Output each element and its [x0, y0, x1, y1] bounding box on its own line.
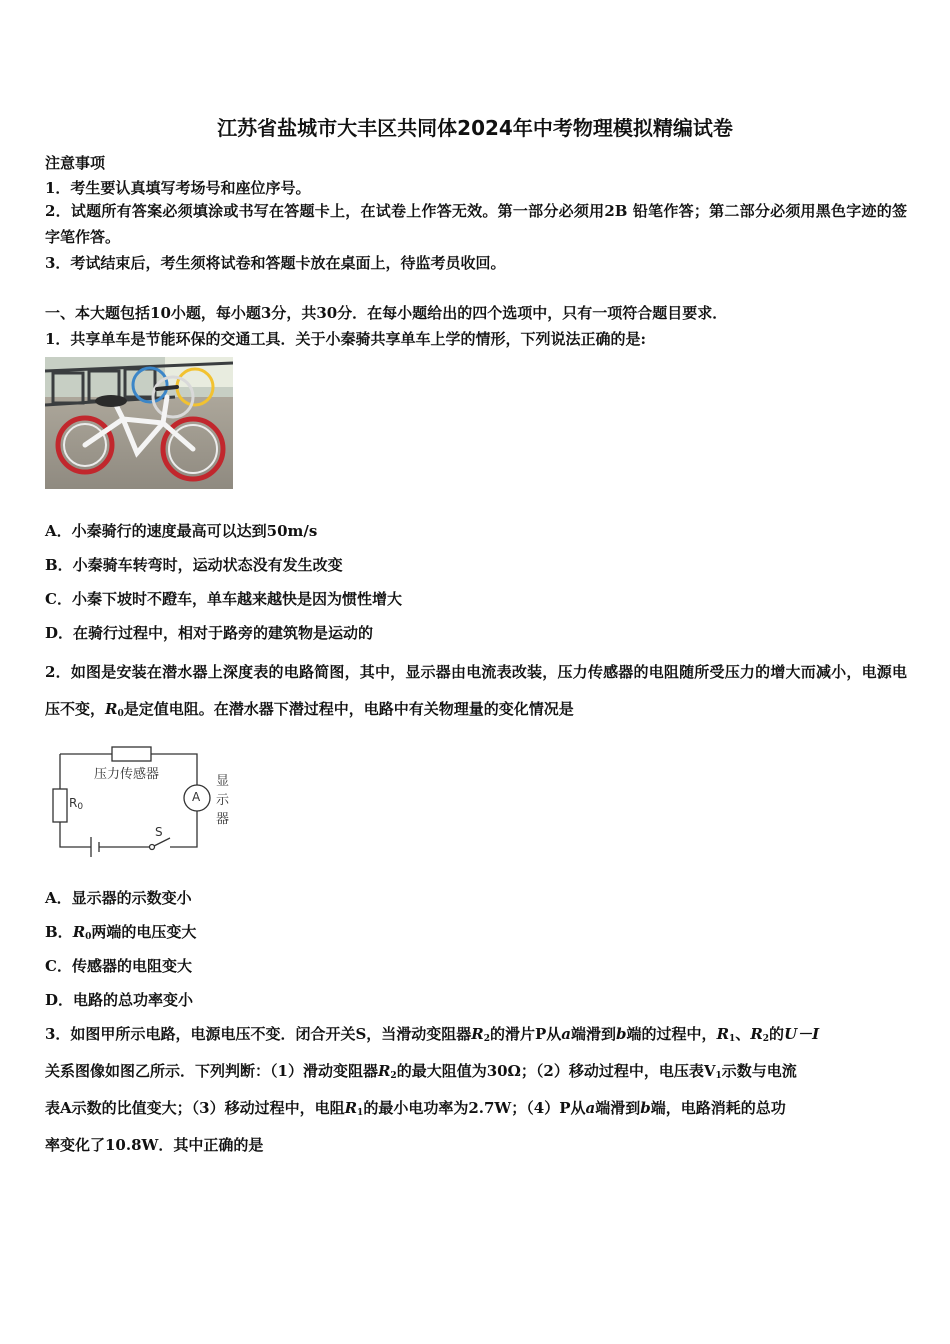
ammeter-label: A — [192, 790, 201, 804]
q3-line-1: 3．如图甲所示电路，电源电压不变．闭合开关S，当滑动变阻器$R_2$的滑片P从a端滑到b端的过程中，$R_1$、$R_2$的U－I — [45, 1025, 820, 1044]
q2-option-a: A．显示器的示数变小 — [45, 889, 192, 907]
notice-item-1: 1．考生要认真填写考场号和座位序号。 — [45, 179, 311, 197]
q3-line-3: 表A示数的比值变大；（3）移动过程中，电阻$R_1$的最小电功率为2.7W；（4）P从a端滑到b端，电路消耗的总功 — [45, 1099, 786, 1118]
q2-option-c: C．传感器的电阻变大 — [45, 957, 192, 975]
sensor-label: 压力传感器 — [94, 767, 160, 782]
r0-label: $R_0$ — [69, 796, 84, 812]
q1-option-d: D．在骑行过程中，相对于路旁的建筑物是运动的 — [45, 624, 374, 642]
q1-option-c: C．小秦下坡时不蹬车，单车越来越快是因为惯性增大 — [45, 590, 402, 608]
q3-line-2: 关系图像如图乙所示．下列判断：（1）滑动变阻器$R_2$的最大阻值为30Ω；（2）移动过程中，电压表$V_1$示数与电流 — [45, 1062, 797, 1081]
display-label: 显 示 器 — [216, 774, 230, 827]
q2-option-d: D．电路的总功率变小 — [45, 991, 194, 1009]
q2-stem: 2．如图是安装在潜水器上深度表的电路简图，其中，显示器由电流表改装，压力传感器的电阻随所受压力的增大而减小，电源电压不变，$R_0$是定值电阻。在潜水器下潜过程中，电路中有关物理量的变化情况是 — [45, 663, 907, 719]
bicycle-photo — [45, 357, 233, 489]
q1-stem: 1．共享单车是节能环保的交通工具．关于小秦骑共享单车上学的情形，下列说法正确的是: — [45, 330, 646, 348]
q2-option-b: B．$R_0$两端的电压变大 — [45, 923, 197, 942]
switch-label: S — [155, 825, 163, 839]
notice-heading: 注意事项 — [45, 154, 106, 172]
page-title: 江苏省盐城市大丰区共同体2024年中考物理模拟精编试卷 — [217, 116, 733, 140]
q3-line-4: 率变化了10.8W．其中正确的是 — [45, 1136, 264, 1154]
circuit-diagram — [45, 737, 245, 862]
q1-option-b: B．小秦骑车转弯时，运动状态没有发生改变 — [45, 556, 343, 574]
q1-option-a: A．小秦骑行的速度最高可以达到50m/s — [45, 522, 318, 540]
notice-item-3: 3．考试结束后，考生须将试卷和答题卡放在桌面上，待监考员收回。 — [45, 254, 506, 272]
section-instruction: 一、本大题包括10小题，每小题3分，共30分．在每小题给出的四个选项中，只有一项符合题目要求． — [45, 304, 728, 322]
notice-item-2: 2．试题所有答案必须填涂或书写在答题卡上，在试卷上作答无效。第一部分必须用2B 铅笔作答；第二部分必须用黑色字迹的签字笔作答。 — [45, 202, 907, 246]
